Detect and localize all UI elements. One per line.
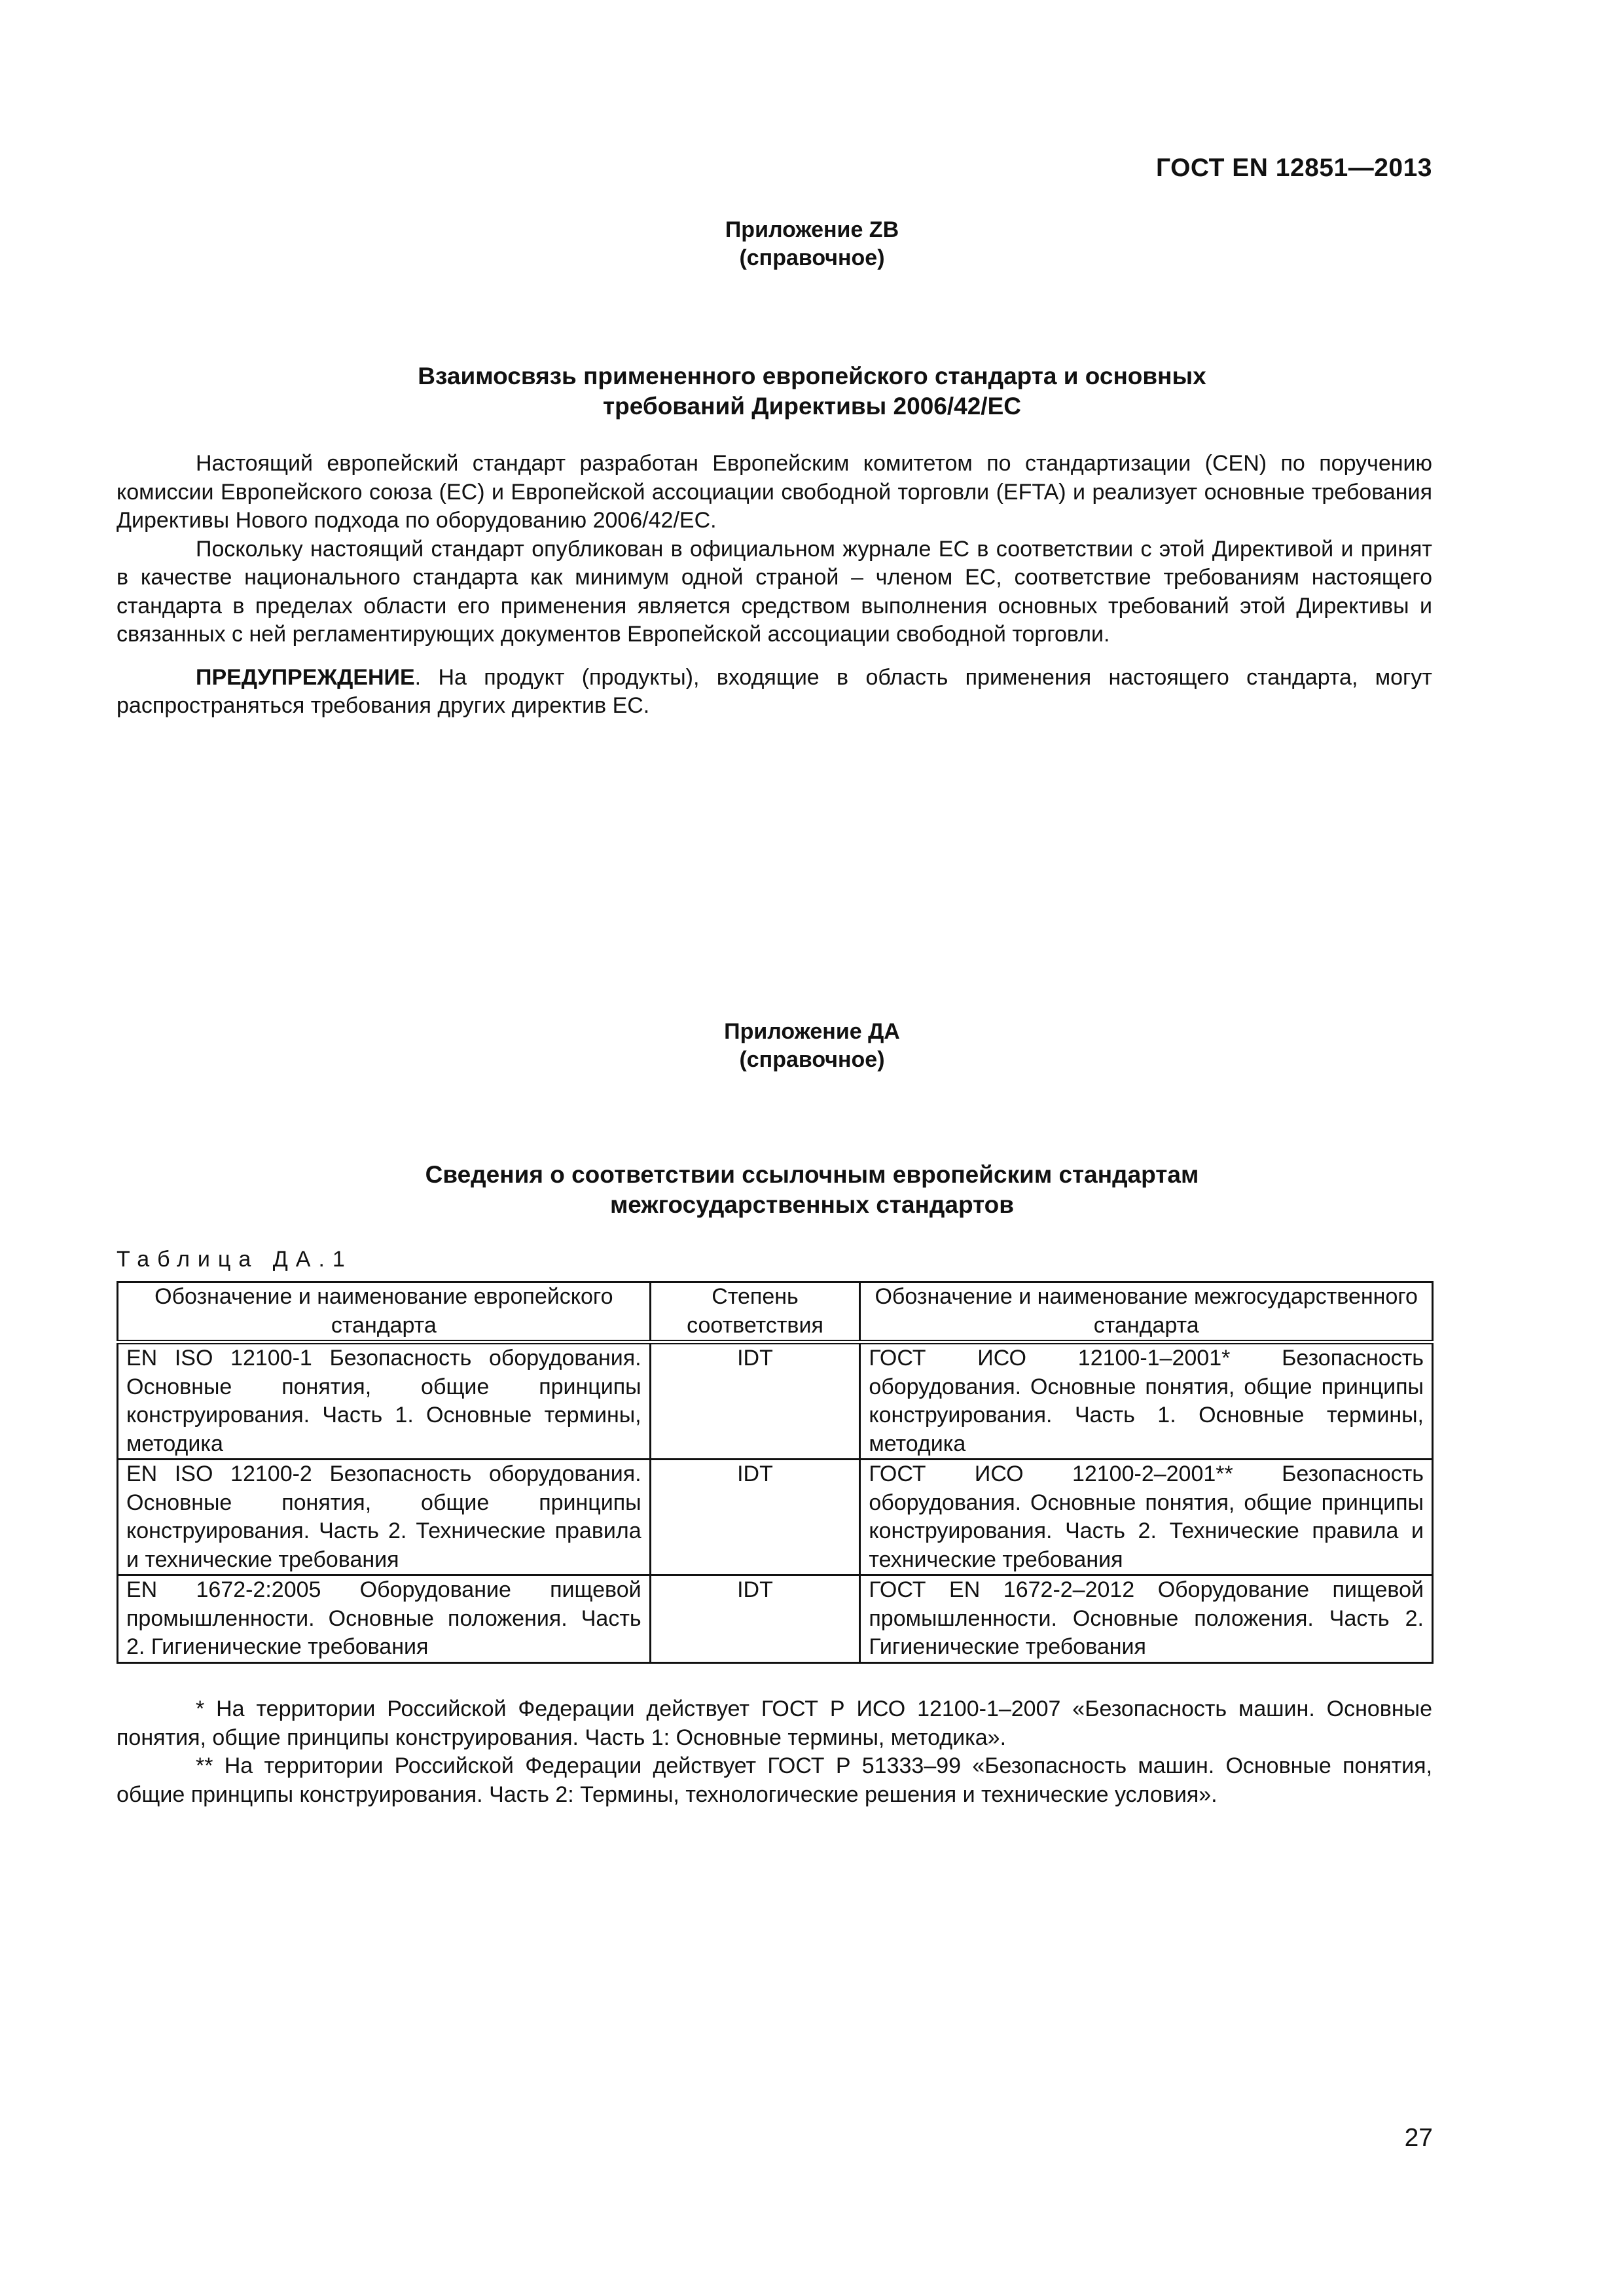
annex-da-heading-line1: Сведения о соответствии ссылочным европейским стандартам [425, 1161, 1199, 1188]
annex-zb-heading-line2: требований Директивы 2006/42/ЕС [603, 393, 1021, 420]
column-header-interstate: Обозначение и наименование межгосударственного стандарта [860, 1282, 1433, 1342]
warning-lead: ПРЕДУПРЕЖДЕНИЕ [196, 664, 415, 690]
footnote-2: ** На территории Российской Федерации действует ГОСТ Р 51333–99 «Безопасность машин. Основные понятия, общие принципы конструирования. Часть 2: Термины, технологические решения и технические условия». [117, 1753, 1432, 1807]
table-caption: Таблица ДА.1 [117, 1247, 353, 1272]
annex-zb-body [117, 450, 1432, 721]
annex-zb-warning [117, 664, 1432, 721]
table-row [118, 1575, 1433, 1663]
annex-zb-heading-line1: Взаимосвязь примененного европейского стандарта и основных [418, 363, 1206, 389]
annex-da-title: Приложение ДА [724, 1019, 900, 1044]
table-header-row [118, 1282, 1433, 1342]
page-number: 27 [1404, 2124, 1433, 2152]
annex-zb-paragraph-2: Поскольку настоящий стандарт опубликован в официальном журнале ЕС в соответствии с этой Директивой и принят в качестве национального стандарта как минимум одной страной – членом ЕС, соответствие требованиям настоящего стандарта в пределах области его применения является средством выполнения основных требований этой Директивы и связанных с ней регламентирующих документов Европейской ассоциации свободной торговли. [117, 536, 1432, 647]
degree-cell: IDT [650, 1342, 860, 1460]
warning-text: . На продукт (продукты), входящие в область применения настоящего стандарта, могут распространяться требования других директив ЕС. [117, 664, 1432, 718]
annex-da-heading-line2: межгосударственных стандартов [609, 1191, 1015, 1218]
european-standard-cell: EN ISO 12100-1 Безопасность оборудования. Основные понятия, общие принципы конструирования. Часть 1. Основные термины, методика [118, 1342, 651, 1460]
european-standard-cell: EN 1672-2:2005 Оборудование пищевой промышленности. Основные положения. Часть 2. Гигиенические требования [118, 1575, 651, 1663]
interstate-standard-cell: ГОСТ ИСО 12100-1–2001* Безопасность оборудования. Основные понятия, общие принципы конструирования. Часть 1. Основные термины, методика [860, 1342, 1433, 1460]
annex-zb-status: (справочное) [739, 245, 885, 270]
footnote-1: * На территории Российской Федерации действует ГОСТ Р ИСО 12100-1–2007 «Безопасность машин. Основные понятия, общие принципы конструирования. Часть 1: Основные термины, методика». [117, 1696, 1432, 1750]
document-code: ГОСТ EN 12851—2013 [1155, 154, 1432, 182]
table-row [118, 1342, 1433, 1460]
annex-zb-paragraph-1: Настоящий европейский стандарт разработан Европейским комитетом по стандартизации (CEN) по поручению комиссии Европейского союза (ЕС) и Европейской ассоциации свободной торговли (EFTA) и реализует основные требования Директивы Нового подхода по оборудованию 2006/42/ЕС. [117, 451, 1432, 533]
column-header-degree: Степень соответствия [650, 1282, 860, 1342]
degree-cell: IDT [650, 1575, 860, 1663]
standards-correspondence-table [117, 1281, 1434, 1664]
degree-cell: IDT [650, 1460, 860, 1575]
column-header-european: Обозначение и наименование европейского стандарта [118, 1282, 651, 1342]
annex-da-status: (справочное) [739, 1047, 885, 1072]
annex-zb-header [0, 216, 1624, 272]
table-footnotes [117, 1695, 1432, 1809]
interstate-standard-cell: ГОСТ ИСО 12100-2–2001** Безопасность оборудования. Основные понятия, общие принципы конструирования. Часть 2. Технические правила и технические требования [860, 1460, 1433, 1575]
table-row [118, 1460, 1433, 1575]
interstate-standard-cell: ГОСТ EN 1672-2–2012 Оборудование пищевой промышленности. Основные положения. Часть 2. Гигиенические требования [860, 1575, 1433, 1663]
annex-da-header [0, 1018, 1624, 1074]
annex-zb-heading [0, 361, 1624, 422]
annex-da-heading [0, 1160, 1624, 1220]
annex-zb-title: Приложение ZB [725, 217, 899, 242]
european-standard-cell: EN ISO 12100-2 Безопасность оборудования. Основные понятия, общие принципы конструирования. Часть 2. Технические правила и технические требования [118, 1460, 651, 1575]
